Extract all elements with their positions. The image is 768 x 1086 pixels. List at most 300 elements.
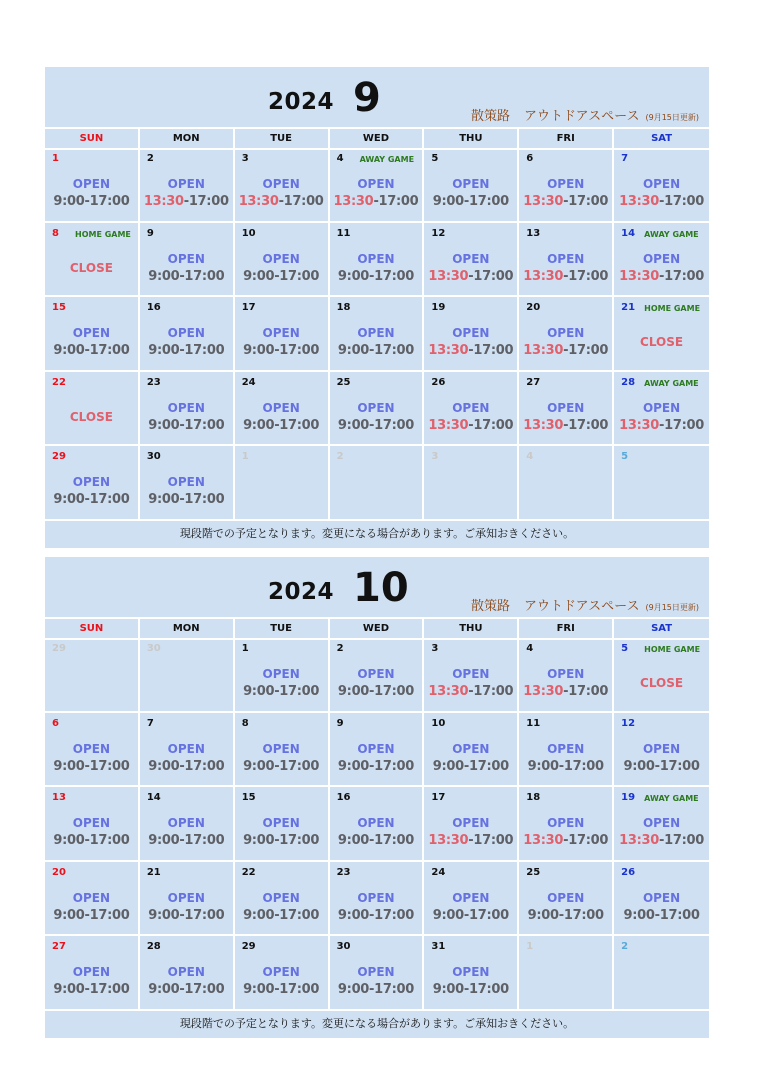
opening-hours [519,833,612,848]
opening-hours [614,194,709,209]
day-cell [519,787,614,862]
day-cell [45,372,140,447]
open-label: OPEN [642,400,681,415]
year-label: 2024 [268,89,335,115]
opening-hours [330,194,423,209]
day-cell [614,936,709,1011]
day-cell [235,372,330,447]
day-cell [140,713,235,788]
opening-hours: 9:00-17:00 [53,492,130,507]
date-number: 29 [241,941,256,952]
open-label: OPEN [72,890,111,905]
game-badge: AWAY GAME [359,155,415,164]
opening-hours: 9:00-17:00 [337,268,415,284]
date-number: 6 [526,153,534,164]
hours-end: -17:00 [468,268,514,284]
opening-hours [519,684,612,699]
day-cell [45,446,140,521]
day-cell [330,297,425,372]
opening-hours: 9:00-17:00 [53,758,130,774]
date-number: 26 [621,866,636,878]
day-cell [330,862,425,937]
date-number: 10 [431,717,446,729]
day-cell [424,446,519,521]
hours-start: 13:30 [619,268,660,284]
opening-hours [424,418,517,433]
day-cell [424,638,519,713]
opening-hours: 9:00-17:00 [432,982,509,997]
open-label: OPEN [357,326,395,340]
venue-place: アウトドアスペース [524,599,640,614]
open-label: OPEN [262,816,300,830]
day-cell [519,223,614,298]
date-number: 18 [526,792,541,803]
opening-hours: 9:00-17:00 [53,343,130,358]
game-badge: AWAY GAME [644,378,699,388]
venue-label [471,595,699,614]
date-number: 31 [431,941,446,952]
opening-hours: 9:00-17:00 [148,982,225,997]
opening-hours [424,343,517,358]
day-cell [45,638,140,713]
hours-end: -17:00 [563,684,609,699]
date-number: 2 [621,941,629,952]
open-label: OPEN [547,326,585,340]
month-label: 10 [353,565,409,611]
open-label: OPEN [262,326,300,340]
date-number: 11 [336,227,351,239]
open-label: OPEN [452,890,490,905]
open-label: OPEN [642,177,681,191]
date-number: 4 [526,451,534,462]
hours-end: -17:00 [659,833,704,848]
date-number: 9 [146,227,154,239]
game-badge: AWAY GAME [644,794,699,803]
date-number: 28 [621,376,636,388]
date-number: 27 [52,941,66,952]
schedule-note: 現段階での予定となります。変更になる場合があります。ご承知おきください。 [179,1016,575,1030]
opening-hours: 9:00-17:00 [148,907,225,923]
open-label: OPEN [72,741,111,756]
open-label: OPEN [547,400,585,415]
date-number: 24 [431,866,446,878]
date-number: 10 [241,227,256,239]
day-cell [519,936,614,1011]
open-label: OPEN [167,326,205,340]
open-label: OPEN [167,965,205,979]
open-label: OPEN [167,475,205,489]
day-cell [330,446,425,521]
opening-hours [140,194,233,209]
opening-hours: 9:00-17:00 [527,907,604,923]
opening-hours: 9:00-17:00 [53,982,130,997]
day-cell [424,148,519,223]
weekday-fri: FRI [519,129,614,150]
opening-hours [424,833,517,848]
day-cell [614,223,709,298]
day-cell [424,372,519,447]
open-label: OPEN [357,251,395,266]
open-label: OPEN [357,400,395,415]
hours-end: -17:00 [659,268,704,284]
open-label: OPEN [262,177,300,191]
day-cell [424,713,519,788]
open-label: OPEN [262,400,300,415]
date-number: 5 [621,451,629,462]
hours-start: 13:30 [619,417,660,433]
open-label: OPEN [452,177,490,191]
open-label: OPEN [262,741,300,756]
close-label: CLOSE [640,676,684,690]
date-number: 29 [52,451,66,462]
close-label: CLOSE [69,260,113,275]
day-cell [235,862,330,937]
opening-hours: 9:00-17:00 [243,343,320,358]
date-number: 13 [526,227,541,239]
open-label: OPEN [262,965,300,979]
hours-end: -17:00 [278,194,324,209]
date-number: 30 [146,643,161,654]
hours-start: 13:30 [333,194,374,209]
day-cell [140,862,235,937]
date-number: 4 [336,153,344,164]
weekday-mon: MON [140,619,235,640]
day-cell [45,936,140,1011]
weekday-thu: THU [424,129,519,150]
game-badge: HOME GAME [644,645,701,654]
open-label: OPEN [72,965,111,979]
date-number: 30 [336,941,351,952]
date-number: 16 [146,302,161,313]
weekday-tue: TUE [235,619,330,640]
weekday-sun: SUN [45,619,140,640]
opening-hours: 9:00-17:00 [337,417,415,433]
date-number: 12 [621,717,636,729]
day-cell [330,372,425,447]
venue-label [471,105,699,124]
opening-hours: 9:00-17:00 [148,833,225,848]
day-cell [424,862,519,937]
opening-hours [424,269,517,284]
day-cell [235,638,330,713]
hours-end: -17:00 [563,417,609,433]
day-cell [45,787,140,862]
hours-start: 13:30 [428,684,469,699]
opening-hours [519,194,612,209]
opening-hours [519,269,612,284]
day-cell [140,223,235,298]
date-number: 29 [52,643,66,654]
day-cell [235,787,330,862]
game-badge: HOME GAME [644,304,701,313]
hours-end: -17:00 [468,684,514,699]
day-cell [45,713,140,788]
hours-end: -17:00 [468,343,514,358]
opening-hours [519,343,612,358]
date-number: 21 [621,302,636,313]
date-number: 9 [336,717,344,729]
opening-hours: 9:00-17:00 [527,758,604,774]
date-number: 25 [336,376,351,388]
open-label: OPEN [547,251,585,266]
hours-start: 13:30 [428,268,469,284]
day-cell [519,862,614,937]
date-number: 25 [526,866,541,878]
date-number: 8 [241,717,249,729]
hours-start: 13:30 [238,194,279,209]
open-label: OPEN [262,251,300,266]
weekday-wed: WED [330,619,425,640]
weekday-header [45,619,709,638]
opening-hours: 9:00-17:00 [623,907,700,923]
date-number: 7 [146,717,154,729]
opening-hours [235,194,328,209]
open-label: OPEN [452,741,490,756]
game-badge: AWAY GAME [644,229,699,239]
open-label: OPEN [547,890,585,905]
date-number: 20 [52,866,66,878]
opening-hours: 9:00-17:00 [337,758,415,774]
calendar-header [45,67,709,129]
day-cell [330,148,425,223]
weekday-header [45,129,709,148]
opening-hours [519,418,612,433]
opening-hours: 9:00-17:00 [432,907,509,923]
venue-name: 散策路 [471,599,511,614]
opening-hours: 9:00-17:00 [623,758,700,774]
opening-hours: 9:00-17:00 [243,417,320,433]
date-number: 23 [146,376,161,388]
day-cell [330,223,425,298]
day-cell [519,638,614,713]
day-cell [45,223,140,298]
hours-start: 13:30 [428,417,469,433]
update-note: (9月15日更新) [645,603,699,612]
opening-hours: 9:00-17:00 [53,907,130,923]
open-label: OPEN [642,251,681,266]
open-label: OPEN [72,326,111,340]
calendar-grid [45,638,709,1011]
weekday-sat: SAT [614,619,709,640]
day-cell [424,787,519,862]
day-cell [235,148,330,223]
opening-hours: 9:00-17:00 [53,194,130,209]
open-label: OPEN [72,177,111,191]
hours-end: -17:00 [468,417,514,433]
weekday-wed: WED [330,129,425,150]
date-number: 6 [52,717,59,729]
open-label: OPEN [72,816,111,830]
hours-end: -17:00 [468,833,514,848]
day-cell [614,372,709,447]
venue-name: 散策路 [471,109,511,124]
hours-start: 13:30 [428,833,469,848]
open-label: OPEN [452,965,490,979]
date-number: 28 [146,941,161,952]
date-number: 8 [52,227,59,239]
game-badge: HOME GAME [75,229,131,239]
day-cell [140,787,235,862]
day-cell [330,713,425,788]
opening-hours: 9:00-17:00 [148,343,225,358]
open-label: OPEN [357,667,395,681]
date-number: 17 [241,302,256,313]
open-label: OPEN [642,741,681,756]
update-note: (9月15日更新) [645,113,699,122]
day-cell [45,148,140,223]
hours-start: 13:30 [523,417,564,433]
date-number: 24 [241,376,256,388]
day-cell [614,638,709,713]
day-cell [614,862,709,937]
day-cell [519,297,614,372]
date-number: 3 [431,643,439,654]
open-label: OPEN [547,741,585,756]
opening-hours: 9:00-17:00 [148,268,225,284]
day-cell [140,148,235,223]
date-number: 12 [431,227,446,239]
date-number: 22 [52,376,66,388]
date-number: 19 [621,792,636,803]
weekday-fri: FRI [519,619,614,640]
day-cell [140,638,235,713]
day-cell [424,936,519,1011]
open-label: OPEN [167,400,205,415]
open-label: OPEN [72,475,111,489]
opening-hours: 9:00-17:00 [243,982,320,997]
date-number: 1 [241,643,249,654]
open-label: OPEN [642,816,681,830]
opening-hours: 9:00-17:00 [148,492,225,507]
day-cell [235,713,330,788]
hours-start: 13:30 [523,684,564,699]
opening-hours: 9:00-17:00 [337,907,415,923]
opening-hours: 9:00-17:00 [337,343,415,358]
hours-end: -17:00 [659,417,704,433]
date-number: 4 [526,643,534,654]
open-label: OPEN [452,667,490,681]
open-label: OPEN [642,890,681,905]
date-number: 15 [52,302,66,313]
hours-start: 13:30 [523,833,564,848]
date-number: 14 [621,227,636,239]
day-cell [519,713,614,788]
open-label: OPEN [357,177,395,191]
open-label: OPEN [357,816,395,830]
year-label: 2024 [268,579,335,605]
date-number: 2 [146,153,154,164]
day-cell [45,297,140,372]
hours-start: 13:30 [523,343,564,358]
open-label: OPEN [452,326,490,340]
weekday-mon: MON [140,129,235,150]
date-number: 23 [336,866,351,878]
calendar-header [45,557,709,619]
opening-hours: 9:00-17:00 [148,417,225,433]
date-number: 1 [52,153,59,164]
day-cell [614,148,709,223]
opening-hours: 9:00-17:00 [243,684,320,699]
open-label: OPEN [452,400,490,415]
hours-end: -17:00 [183,194,229,209]
day-cell [235,223,330,298]
day-cell [614,787,709,862]
date-number: 20 [526,302,541,313]
open-label: OPEN [357,890,395,905]
date-number: 7 [621,153,629,164]
opening-hours: 9:00-17:00 [243,833,320,848]
opening-hours [614,269,709,284]
day-cell [140,297,235,372]
day-cell [140,372,235,447]
day-cell [424,223,519,298]
date-number: 27 [526,376,541,388]
opening-hours: 9:00-17:00 [243,268,320,284]
day-cell [235,936,330,1011]
open-label: OPEN [357,741,395,756]
hours-start: 13:30 [523,194,564,209]
open-label: OPEN [167,816,205,830]
date-number: 17 [431,792,446,803]
schedule-note: 現段階での予定となります。変更になる場合があります。ご承知おきください。 [179,526,575,540]
calendar-september [45,67,709,548]
open-label: OPEN [547,816,585,830]
day-cell [45,862,140,937]
hours-end: -17:00 [563,833,609,848]
opening-hours: 9:00-17:00 [432,194,509,209]
venue-place: アウトドアスペース [524,109,640,124]
date-number: 1 [526,941,534,952]
hours-end: -17:00 [563,194,609,209]
day-cell [424,297,519,372]
date-number: 3 [241,153,249,164]
open-label: OPEN [262,667,300,681]
opening-hours: 9:00-17:00 [337,982,415,997]
opening-hours: 9:00-17:00 [432,758,509,774]
open-label: OPEN [547,177,585,191]
hours-end: -17:00 [659,194,704,209]
open-label: OPEN [167,741,205,756]
open-label: OPEN [357,965,395,979]
date-number: 19 [431,302,446,313]
weekday-sun: SUN [45,129,140,150]
open-label: OPEN [547,667,585,681]
month-label: 9 [353,75,381,121]
hours-start: 13:30 [428,343,469,358]
hours-end: -17:00 [373,194,419,209]
opening-hours [614,418,709,433]
date-number: 2 [336,643,344,654]
date-number: 26 [431,376,446,388]
date-number: 13 [52,792,66,803]
opening-hours [424,684,517,699]
day-cell [614,446,709,521]
opening-hours [614,833,709,848]
date-number: 5 [431,153,439,164]
day-cell [140,936,235,1011]
date-number: 11 [526,717,541,729]
day-cell [519,372,614,447]
date-number: 22 [241,866,256,878]
open-label: OPEN [452,816,490,830]
day-cell [140,446,235,521]
date-number: 1 [241,451,249,462]
day-cell [235,446,330,521]
date-number: 18 [336,302,351,313]
opening-hours: 9:00-17:00 [243,758,320,774]
weekday-tue: TUE [235,129,330,150]
weekday-thu: THU [424,619,519,640]
